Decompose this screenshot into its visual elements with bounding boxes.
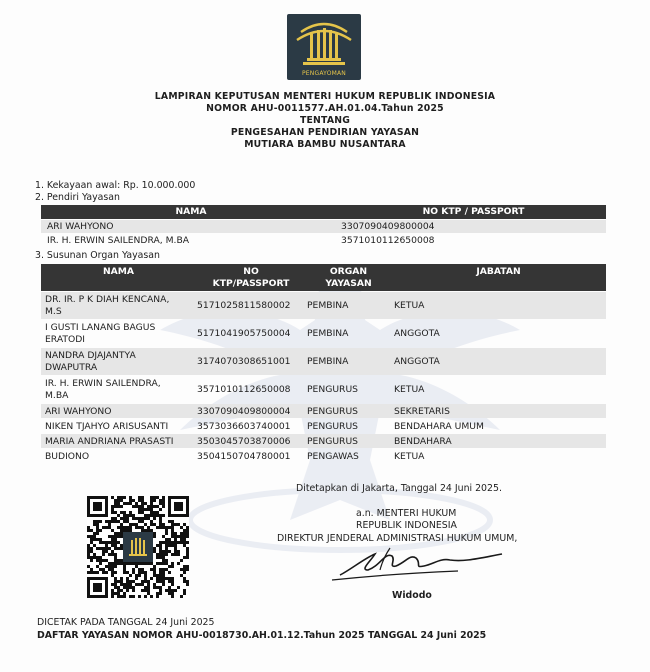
organ-type: PENGAWAS	[307, 451, 359, 462]
organ-id: 3571010112650008	[197, 384, 291, 395]
organ-jabatan: KETUA	[394, 451, 425, 462]
organ-id: 5171025811580002	[197, 300, 291, 311]
organ-col-id-2: KTP/PASSPORT	[212, 278, 290, 289]
organ-col-jabatan: JABATAN	[476, 266, 521, 277]
organ-row	[41, 376, 606, 403]
organ-id: 3307090409800004	[197, 406, 291, 417]
organ-jabatan: KETUA	[394, 300, 425, 311]
founders-col-name: NAMA	[175, 206, 207, 217]
organ-id: 3573036603740001	[197, 421, 291, 432]
handwritten-signature	[330, 540, 510, 585]
header-line-3: TENTANG	[299, 115, 351, 126]
organ-name-1: MARIA ANDRIANA PRASASTI	[45, 436, 174, 447]
organ-row	[41, 404, 606, 418]
founder-name: ARI WAHYONO	[47, 221, 114, 232]
organ-name-1: IR. H. ERWIN SAILENDRA,	[45, 378, 161, 389]
organ-type: PENGURUS	[307, 406, 359, 417]
printed-date: DICETAK PADA TANGGAL 24 Juni 2025	[37, 617, 215, 628]
organ-type: PEMBINA	[307, 300, 349, 311]
signatory-name: Widodo	[392, 590, 432, 601]
founders-row	[41, 234, 606, 247]
kekayaan-awal: 1. Kekayaan awal: Rp. 10.000.000	[35, 180, 196, 191]
organ-id: 5171041905750004	[197, 328, 291, 339]
founder-name: IR. H. ERWIN SAILENDRA, M.BA	[47, 235, 190, 246]
organ-col-organ-2: YAYASAN	[325, 278, 372, 289]
organ-jabatan: BENDAHARA	[394, 436, 452, 447]
header-line-4: PENGESAHAN PENDIRIAN YAYASAN	[230, 127, 420, 138]
direktur-jenderal: DIREKTUR JENDERAL ADMINISTRASI HUKUM UMUM,	[277, 533, 518, 544]
qr-code-icon	[87, 496, 189, 598]
organ-col-organ-1: ORGAN	[329, 266, 368, 277]
founder-id: 3571010112650008	[341, 235, 435, 246]
organ-name-1: I GUSTI LANANG BAGUS	[45, 322, 156, 333]
organ-name-2: M.BA	[45, 390, 69, 401]
organ-col-id-1: NO	[243, 266, 259, 277]
pengayoman-tree-icon	[287, 14, 361, 70]
organ-type: PEMBINA	[307, 356, 349, 367]
organ-type: PENGURUS	[307, 436, 359, 447]
organ-type: PENGURUS	[307, 384, 359, 395]
organ-name-2: DWAPUTRA	[45, 362, 98, 373]
founders-row	[41, 220, 606, 233]
organ-jabatan: BENDAHARA UMUM	[394, 421, 484, 432]
founders-header-row	[41, 205, 606, 219]
susunan-title: 3. Susunan Organ Yayasan	[35, 250, 160, 261]
pendiri-title: 2. Pendiri Yayasan	[35, 192, 120, 203]
organ-id: 3174070308651001	[197, 356, 291, 367]
organ-jabatan: ANGGOTA	[394, 356, 440, 367]
organ-id: 3504150704780001	[197, 451, 291, 462]
place-date: Ditetapkan di Jakarta, Tanggal 24 Juni 2025.	[296, 483, 502, 494]
organ-jabatan: ANGGOTA	[394, 328, 440, 339]
organ-row	[41, 348, 606, 375]
header-line-5: MUTIARA BAMBU NUSANTARA	[244, 139, 406, 150]
organ-name-1: BUDIONO	[45, 451, 90, 462]
register-number: DAFTAR YAYASAN NOMOR AHU-0018730.AH.01.12.Tahun 2025 TANGGAL 24 Juni 2025	[37, 630, 487, 641]
header-line-2: NOMOR AHU-0011577.AH.01.04.Tahun 2025	[206, 103, 444, 114]
organ-row	[41, 449, 606, 463]
founder-id: 3307090409800004	[341, 221, 435, 232]
organ-row	[41, 434, 606, 448]
organ-name-1: DR. IR. P K DIAH KENCANA,	[45, 294, 170, 305]
organ-name-1: ARI WAHYONO	[45, 406, 112, 417]
organ-col-name: NAMA	[102, 266, 135, 277]
organ-row	[41, 292, 606, 319]
organ-type: PENGURUS	[307, 421, 359, 432]
logo-label: PENGAYOMAN	[301, 70, 346, 77]
organ-jabatan: SEKRETARIS	[394, 406, 450, 417]
organ-id: 3503045703870006	[197, 436, 291, 447]
header-line-1: LAMPIRAN KEPUTUSAN MENTERI HUKUM REPUBLIK INDONESIA	[154, 91, 496, 102]
organ-row	[41, 320, 606, 347]
organ-type: PEMBINA	[307, 328, 349, 339]
organ-name-1: NANDRA DJAJANTYA	[45, 350, 136, 361]
founders-col-id: NO KTP / PASSPORT	[422, 206, 525, 217]
organ-name-2: M.S	[45, 306, 62, 317]
organ-name-2: ERATODI	[45, 334, 86, 345]
an-menteri: a.n. MENTERI HUKUM	[356, 508, 457, 519]
organ-header-row	[41, 264, 606, 291]
organ-name-1: NIKEN TJAHYO ARISUSANTI	[45, 421, 169, 432]
republik-indonesia: REPUBLIK INDONESIA	[356, 520, 457, 531]
pengayoman-logo	[287, 14, 361, 80]
organ-row	[41, 419, 606, 433]
organ-jabatan: KETUA	[394, 384, 425, 395]
qr-code	[87, 496, 189, 598]
